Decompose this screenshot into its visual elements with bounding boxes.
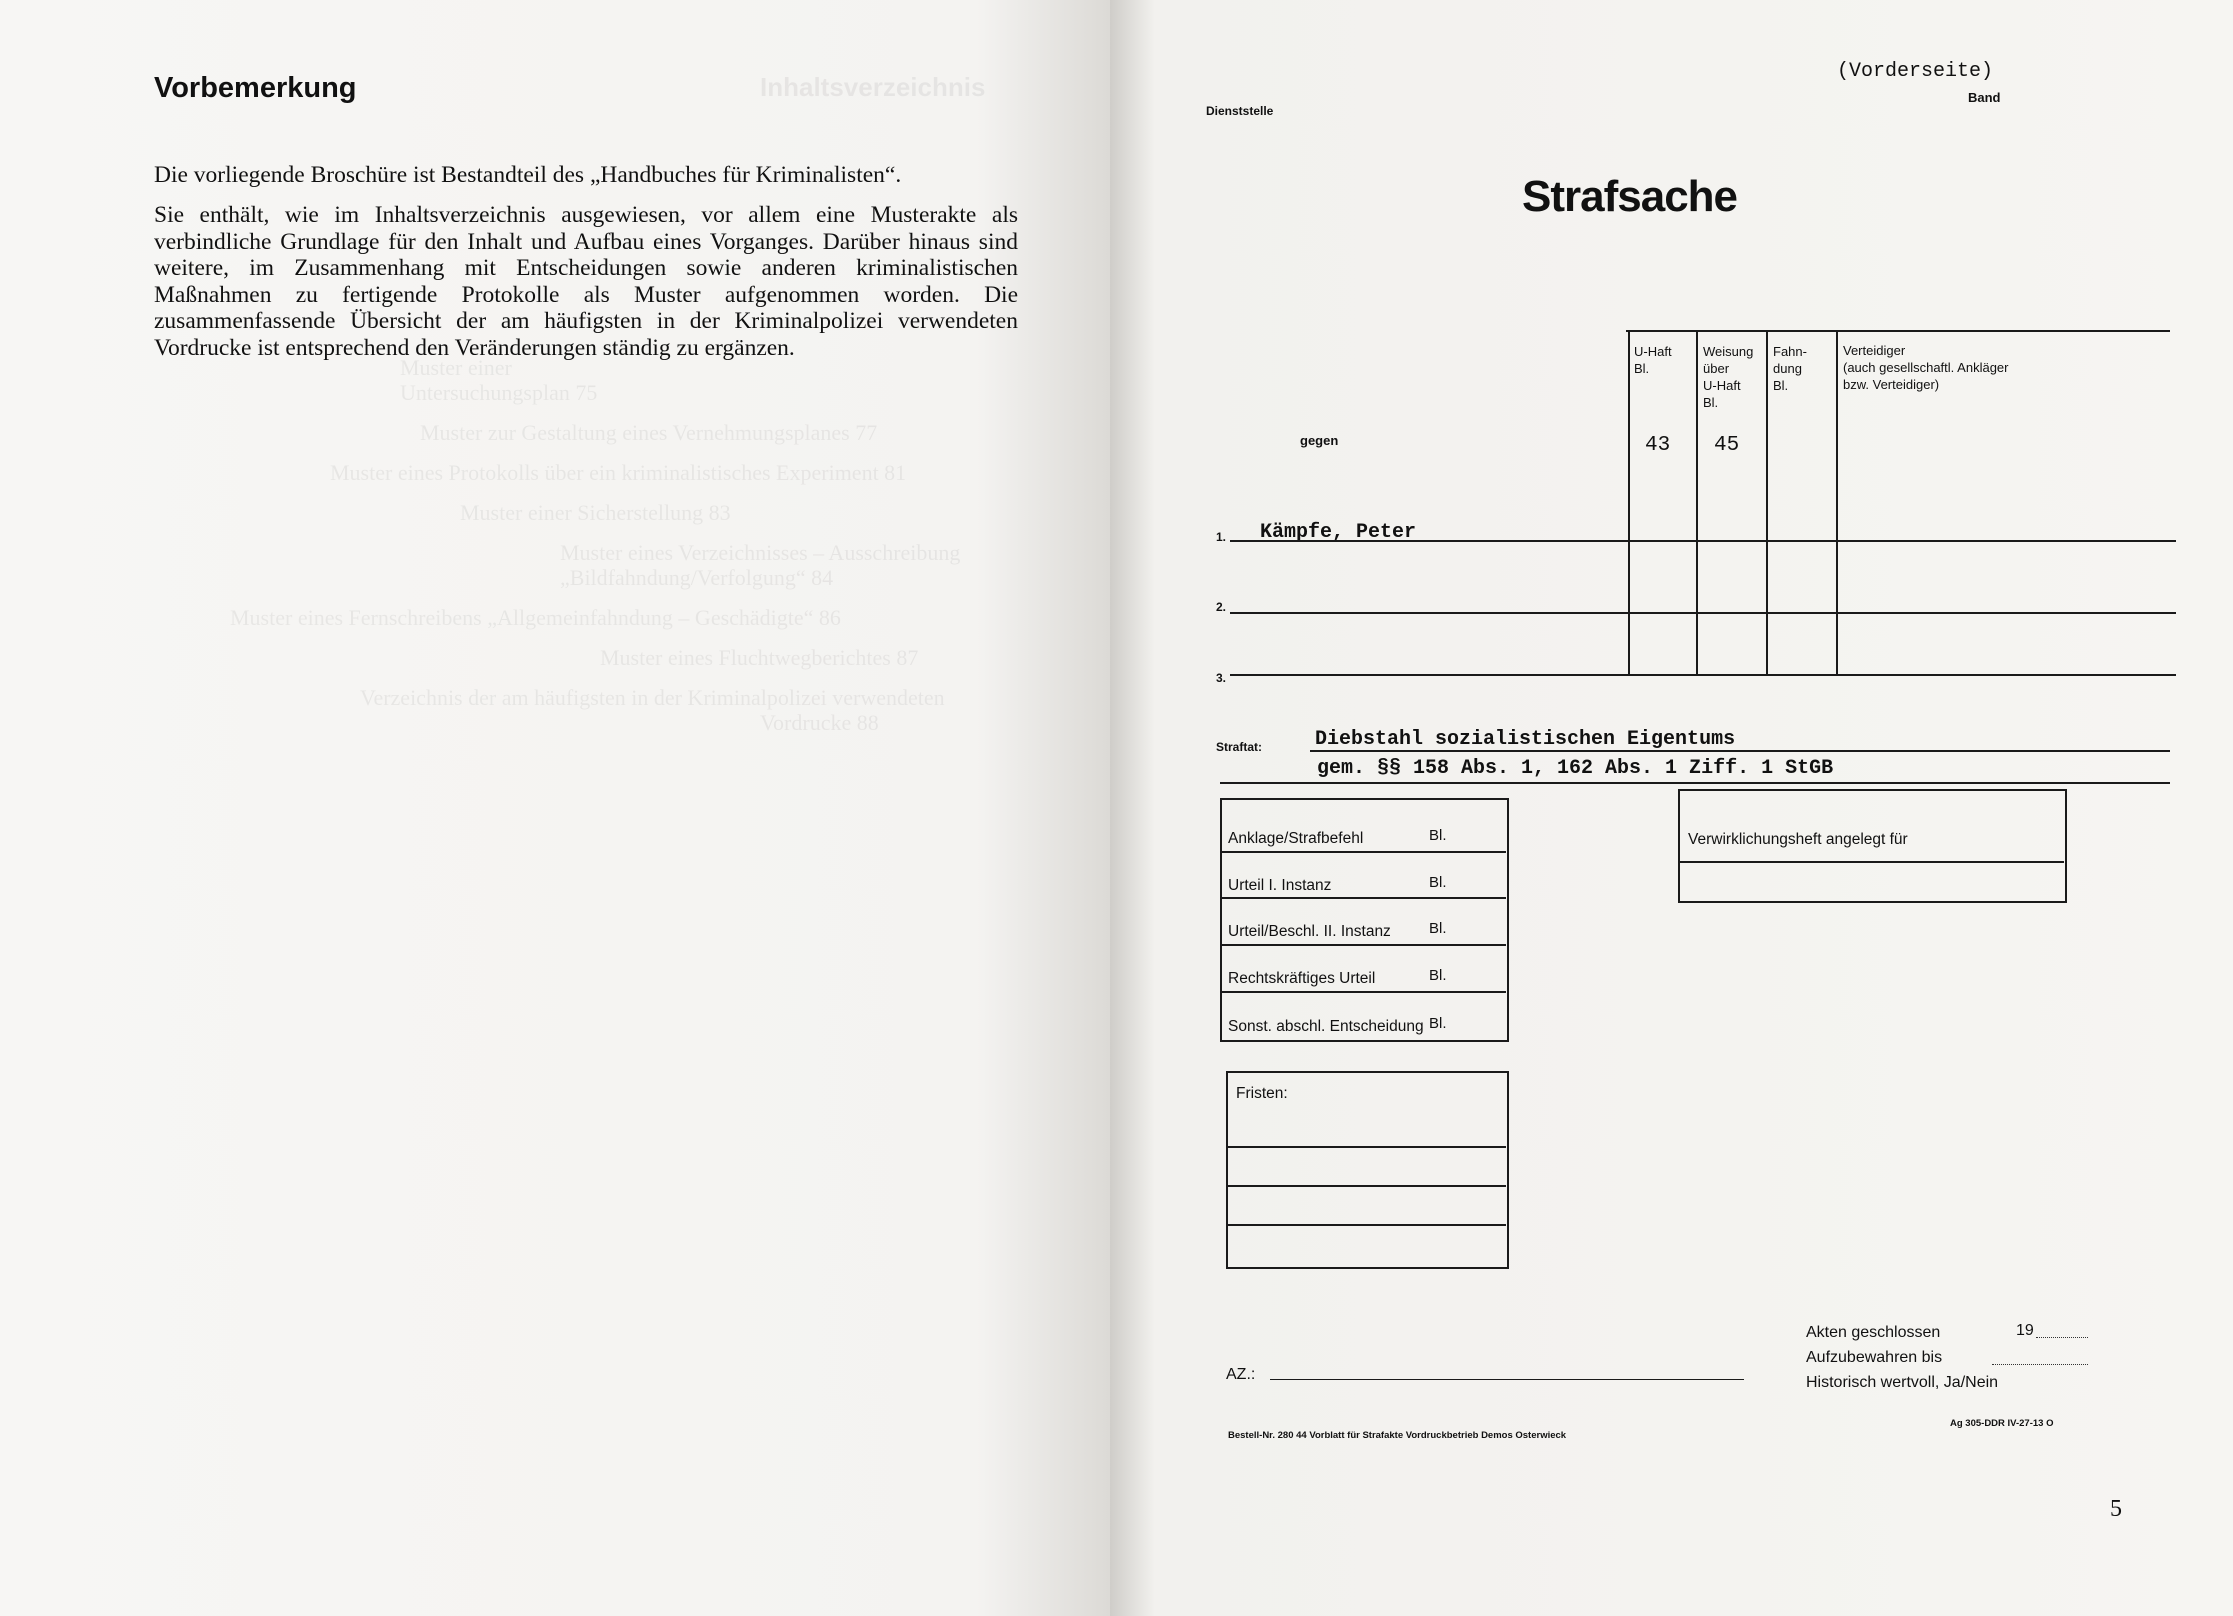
- weisung-value: 45: [1714, 434, 1740, 457]
- person-number: 2.: [1216, 600, 1227, 614]
- verwirklichung-line: [1680, 861, 2064, 863]
- decision-line: [1222, 991, 1506, 993]
- fristen-label: Fristen:: [1236, 1085, 1288, 1102]
- person-number: 1.: [1216, 530, 1227, 544]
- person-name: Kämpfe, Peter: [1260, 521, 1417, 544]
- bleed-through-line: Muster einer: [400, 355, 512, 380]
- person-line: [1230, 612, 2176, 614]
- verwirklichungsheft-box: [1678, 789, 2067, 903]
- akten-geschlossen-label: Akten geschlossen: [1806, 1324, 1941, 1341]
- col-header-weisung: Weisung über U-Haft Bl.: [1703, 344, 1754, 410]
- fristen-box: [1226, 1071, 1509, 1269]
- decision-bl: Bl.: [1429, 1015, 1447, 1032]
- page-number: 5: [2110, 1496, 2122, 1522]
- form-code-footer: Ag 305-DDR IV-27-13 O: [1950, 1418, 2054, 1429]
- bleed-through-line: Verzeichnis der am häufigsten in der Kriminalpolizei verwendeten: [360, 685, 945, 710]
- fristen-line: [1228, 1224, 1506, 1226]
- bleed-through-line: Vordrucke 88: [760, 710, 879, 735]
- bleed-through-line: Muster eines Fernschreibens „Allgemeinfahndung – Geschädigte“ 86: [230, 605, 841, 630]
- straftat-line: [1220, 782, 2170, 784]
- bleed-through-heading: Inhaltsverzeichnis: [760, 72, 986, 102]
- page-side-label: (Vorderseite): [1837, 60, 1994, 83]
- decision-label: Anklage/Strafbefehl: [1228, 830, 1364, 847]
- intro-paragraph: Die vorliegende Broschüre ist Bestandteil des „Handbuches für Kriminalisten“.: [154, 162, 902, 188]
- verwirklichung-label: Verwirklichungsheft angelegt für: [1688, 831, 1908, 848]
- person-line: [1230, 540, 2176, 542]
- decision-line: [1222, 851, 1506, 853]
- decision-label: Sonst. abschl. Entscheidung: [1228, 1018, 1424, 1035]
- straftat-line: [1310, 750, 2170, 752]
- az-line: [1270, 1379, 1744, 1380]
- grid-col-line: [1766, 330, 1768, 676]
- akten-year-prefix: 19: [2016, 1322, 2034, 1339]
- decision-bl: Bl.: [1429, 874, 1447, 891]
- person-line: [1230, 674, 2176, 676]
- form-title: Strafsache: [1522, 172, 1738, 221]
- grid-col-line: [1696, 330, 1698, 676]
- col-header-u-haft: U-Haft Bl.: [1634, 344, 1672, 376]
- right-page: [1110, 0, 2233, 1616]
- decision-label: Urteil/Beschl. II. Instanz: [1228, 923, 1391, 940]
- grid-top-line: [1626, 330, 2170, 332]
- decision-label: Urteil I. Instanz: [1228, 877, 1332, 894]
- historisch-label: Historisch wertvoll, Ja/Nein: [1806, 1374, 1999, 1391]
- az-label: AZ.:: [1226, 1366, 1256, 1383]
- bleed-through-line: Muster eines Verzeichnisses – Ausschreibung: [560, 540, 961, 565]
- bleed-through-line: Muster zur Gestaltung eines Vernehmungsplanes 77: [420, 420, 878, 445]
- straftat-law-text: gem. §§ 158 Abs. 1, 162 Abs. 1 Ziff. 1 StGB: [1317, 757, 1834, 780]
- body-paragraph: Sie enthält, wie im Inhaltsverzeichnis ausgewiesen, vor allem eine Musterakte als verbindliche Grundlage für den Inhalt und Aufbau eines Vorganges. Darüber hinaus sind weitere, im Zusammenhang mit Entscheidungen sowie anderen kriminalistischen Maßnahmen zu fertigende Protokolle als Muster aufgenommen worden. Die zusammenfassende Übersicht der am häufigsten in der Kriminalpolizei verwendeten Vordrucke ist entsprechend den Veränderungen ständig zu ergänzen.: [154, 202, 1018, 361]
- left-page: [0, 0, 1110, 1616]
- fristen-line: [1228, 1146, 1506, 1148]
- col-header-verteidiger: Verteidiger (auch gesellschaftl. Ankläger bzw. Verteidiger): [1843, 343, 2009, 392]
- grid-col-line: [1836, 330, 1838, 676]
- col-header-fahndung: Fahn- dung Bl.: [1773, 344, 1807, 393]
- bleed-through-line: Untersuchungsplan 75: [400, 380, 598, 405]
- straftat-text: Diebstahl sozialistischen Eigentums: [1315, 728, 1736, 751]
- bleed-through-line: Muster einer Sicherstellung 83: [460, 500, 731, 525]
- grid-col-line: [1628, 330, 1630, 676]
- order-number-footer: Bestell-Nr. 280 44 Vorblatt für Strafakte Vordruckbetrieb Demos Osterwieck: [1228, 1430, 1567, 1441]
- fristen-line: [1228, 1185, 1506, 1187]
- decision-bl: Bl.: [1429, 920, 1447, 937]
- decision-bl: Bl.: [1429, 827, 1447, 844]
- dienststelle-label: Dienststelle: [1206, 104, 1274, 118]
- person-number: 3.: [1216, 671, 1227, 685]
- decision-bl: Bl.: [1429, 967, 1447, 984]
- akten-year-dots: [2036, 1337, 2088, 1338]
- aufzubewahren-label: Aufzubewahren bis: [1806, 1349, 1943, 1366]
- straftat-label: Straftat:: [1216, 740, 1263, 754]
- gegen-label: gegen: [1300, 433, 1339, 448]
- decision-label: Rechtskräftiges Urteil: [1228, 970, 1376, 987]
- decision-line: [1222, 944, 1506, 946]
- bleed-through-line: Muster eines Protokolls über ein kriminalistisches Experiment 81: [330, 460, 907, 485]
- aufzubewahren-dots: [1992, 1364, 2088, 1365]
- decision-line: [1222, 897, 1506, 899]
- bleed-through-line: „Bildfahndung/Verfolgung“ 84: [560, 565, 834, 590]
- bleed-through-line: Muster eines Fluchtwegberichtes 87: [600, 645, 919, 670]
- band-label: Band: [1968, 90, 2001, 105]
- decisions-box: [1220, 798, 1509, 1042]
- page-heading: Vorbemerkung: [154, 72, 357, 104]
- u-haft-value: 43: [1645, 434, 1671, 457]
